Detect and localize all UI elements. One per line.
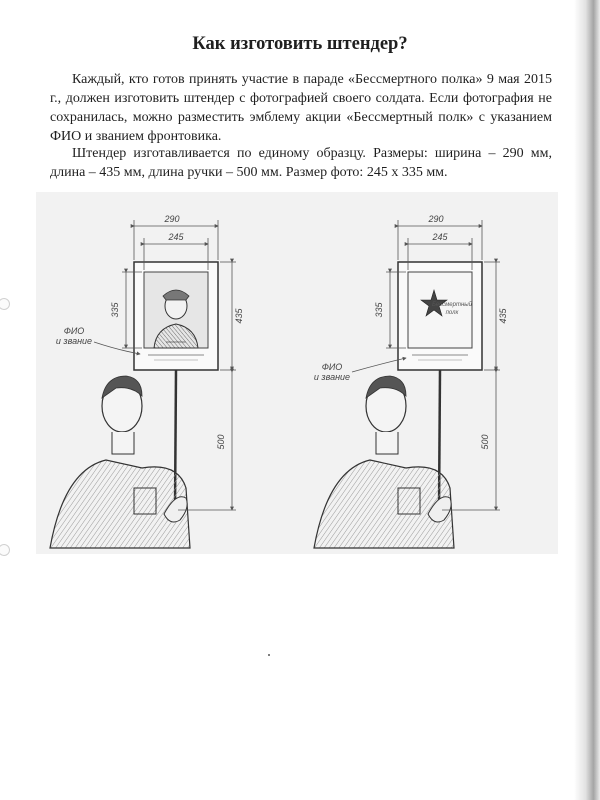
- callout-fio-text: ФИО: [63, 326, 85, 336]
- dim-photo-width-label: 245: [168, 232, 184, 242]
- dim-width-label: 290: [428, 214, 444, 224]
- callout-rank-text: и звание: [313, 372, 351, 382]
- emblem-text-line1: Бессмертный: [431, 302, 473, 308]
- dim-photo-width-label: 245: [432, 232, 448, 242]
- page-title: Как изготовить штендер?: [192, 34, 408, 54]
- emblem-text-line2: полк: [445, 310, 459, 316]
- intro-paragraph: Каждый, кто готов принять участие в параде «Бессмертного полка» 9 мая 2015 г., должен изготовить штендер с фотографией своего солдата. Если фотография не сохранилась, можно разместить эмблему акции «Бессмертный полк» с указанием ФИО и званием фронтовика.: [50, 72, 552, 144]
- shtender-illustration: [36, 192, 558, 554]
- binder-hole: [0, 544, 10, 556]
- callout-rank-text: и звание: [55, 336, 93, 346]
- dim-width-label: 290: [164, 214, 180, 224]
- dim-photo-height-label: 335: [374, 302, 384, 318]
- dim-height-label: 435: [234, 308, 244, 324]
- dim-handle-label: 500: [216, 434, 226, 450]
- binder-hole: [0, 298, 10, 310]
- dim-height-label: 435: [498, 308, 508, 324]
- callout-fio-text: ФИО: [321, 362, 343, 372]
- dim-handle-label: 500: [480, 434, 490, 450]
- scan-speck: [268, 654, 270, 656]
- size-paragraph: Штендер изготавливается по единому образцу. Размеры: ширина – 290 мм, длина – 435 мм, длина ручки – 500 мм. Размер фото: 245 х 335 мм.: [50, 146, 552, 180]
- scan-shadow-edge: [574, 0, 600, 800]
- dim-photo-height-label: 335: [110, 302, 120, 318]
